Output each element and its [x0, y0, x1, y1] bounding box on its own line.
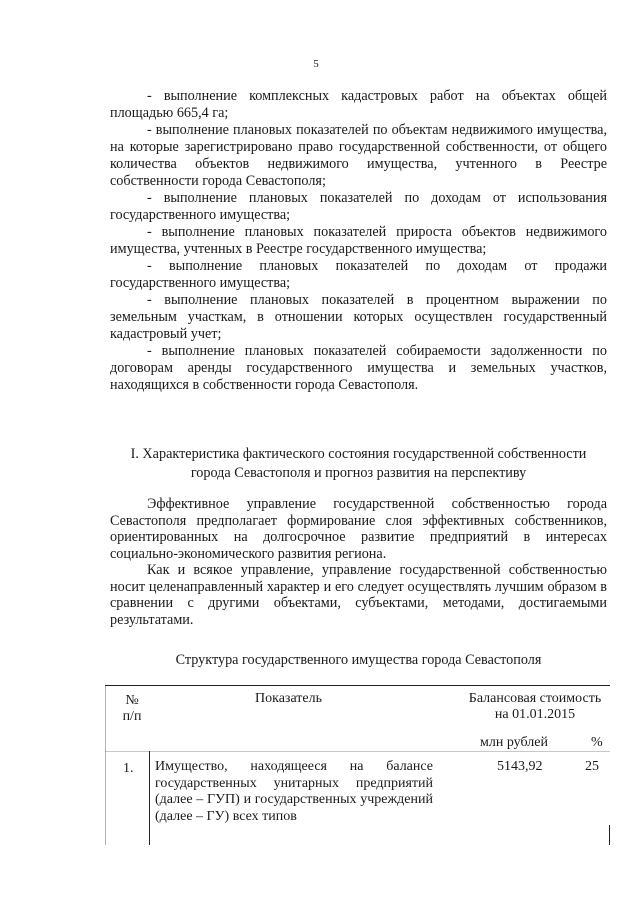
- header-indicator: Показатель: [255, 691, 322, 706]
- table-top-rule: [105, 685, 610, 686]
- property-structure-table: [105, 685, 610, 845]
- table-col-rule: [149, 751, 150, 845]
- list-item: - выполнение плановых показателей прироста объектов недвижимого имущества, учтенных в Реестре государственного имущества;: [110, 224, 607, 257]
- list-item: - выполнение плановых показателей по объектам недвижимого имущества, на которые зарегистрировано право государственной собственности, от общего количества объектов недвижимого имущества, учтенного в Реестре собственности города Севастополя;: [110, 122, 607, 189]
- table-header-rule: [105, 751, 610, 752]
- header-num: № п/п: [122, 693, 142, 724]
- page-number: 5: [313, 58, 319, 70]
- list-continuation: [110, 88, 607, 394]
- paragraph: Эффективное управление государственной собственностью города Севастополя предполагает формирование слоя эффективных собственников, ориентированных на долгосрочное развитие предприятий в интересах социально-экономического развития региона.: [110, 496, 607, 562]
- table-caption: Структура государственного имущества города Севастополя: [175, 652, 542, 668]
- header-unit-pct: %: [591, 735, 603, 750]
- header-unit-mln: млн рублей: [480, 735, 548, 750]
- header-balance: Балансовая стоимость на 01.01.2015: [468, 691, 602, 722]
- list-item: - выполнение плановых показателей по доходам от использования государственного имущества;: [110, 190, 607, 223]
- row-value-mln: 5143,92: [497, 759, 543, 774]
- table-right-rule: [609, 825, 610, 845]
- list-item: - выполнение плановых показателей собираемости задолженности по договорам аренды государственного имущества и земельных участков, находящихся в собственности города Севастополя.: [110, 343, 607, 393]
- paragraph: Как и всякое управление, управление государственной собственностью носит целенаправленный характер и его следует осуществлять лучшим образом в сравнении с другими объектами, субъектами, методами, достигаемыми результатами.: [110, 562, 607, 628]
- section-heading-line: города Севастополя и прогноз развития на перспективу: [190, 465, 527, 481]
- list-item: - выполнение комплексных кадастровых работ на объектах общей площадью 665,4 га;: [110, 88, 607, 121]
- row-num: 1.: [123, 761, 134, 776]
- section-heading-line: I. Характеристика фактического состояния государственной собственности: [130, 446, 587, 462]
- row-indicator: Имущество, находящееся на балансе государственных унитарных предприятий (далее – ГУП) и государственных учреждений (далее – ГУ) всех типов: [155, 759, 433, 824]
- list-item: - выполнение плановых показателей в процентном выражении по земельным участкам, в отношении которых осуществлен государственный кадастровый учет;: [110, 292, 607, 342]
- section-body: [110, 496, 607, 628]
- section-heading: [110, 445, 607, 483]
- table-left-rule: [105, 685, 106, 845]
- row-value-pct: 25: [585, 759, 599, 774]
- list-item: - выполнение плановых показателей по доходам от продажи государственного имущества;: [110, 258, 607, 291]
